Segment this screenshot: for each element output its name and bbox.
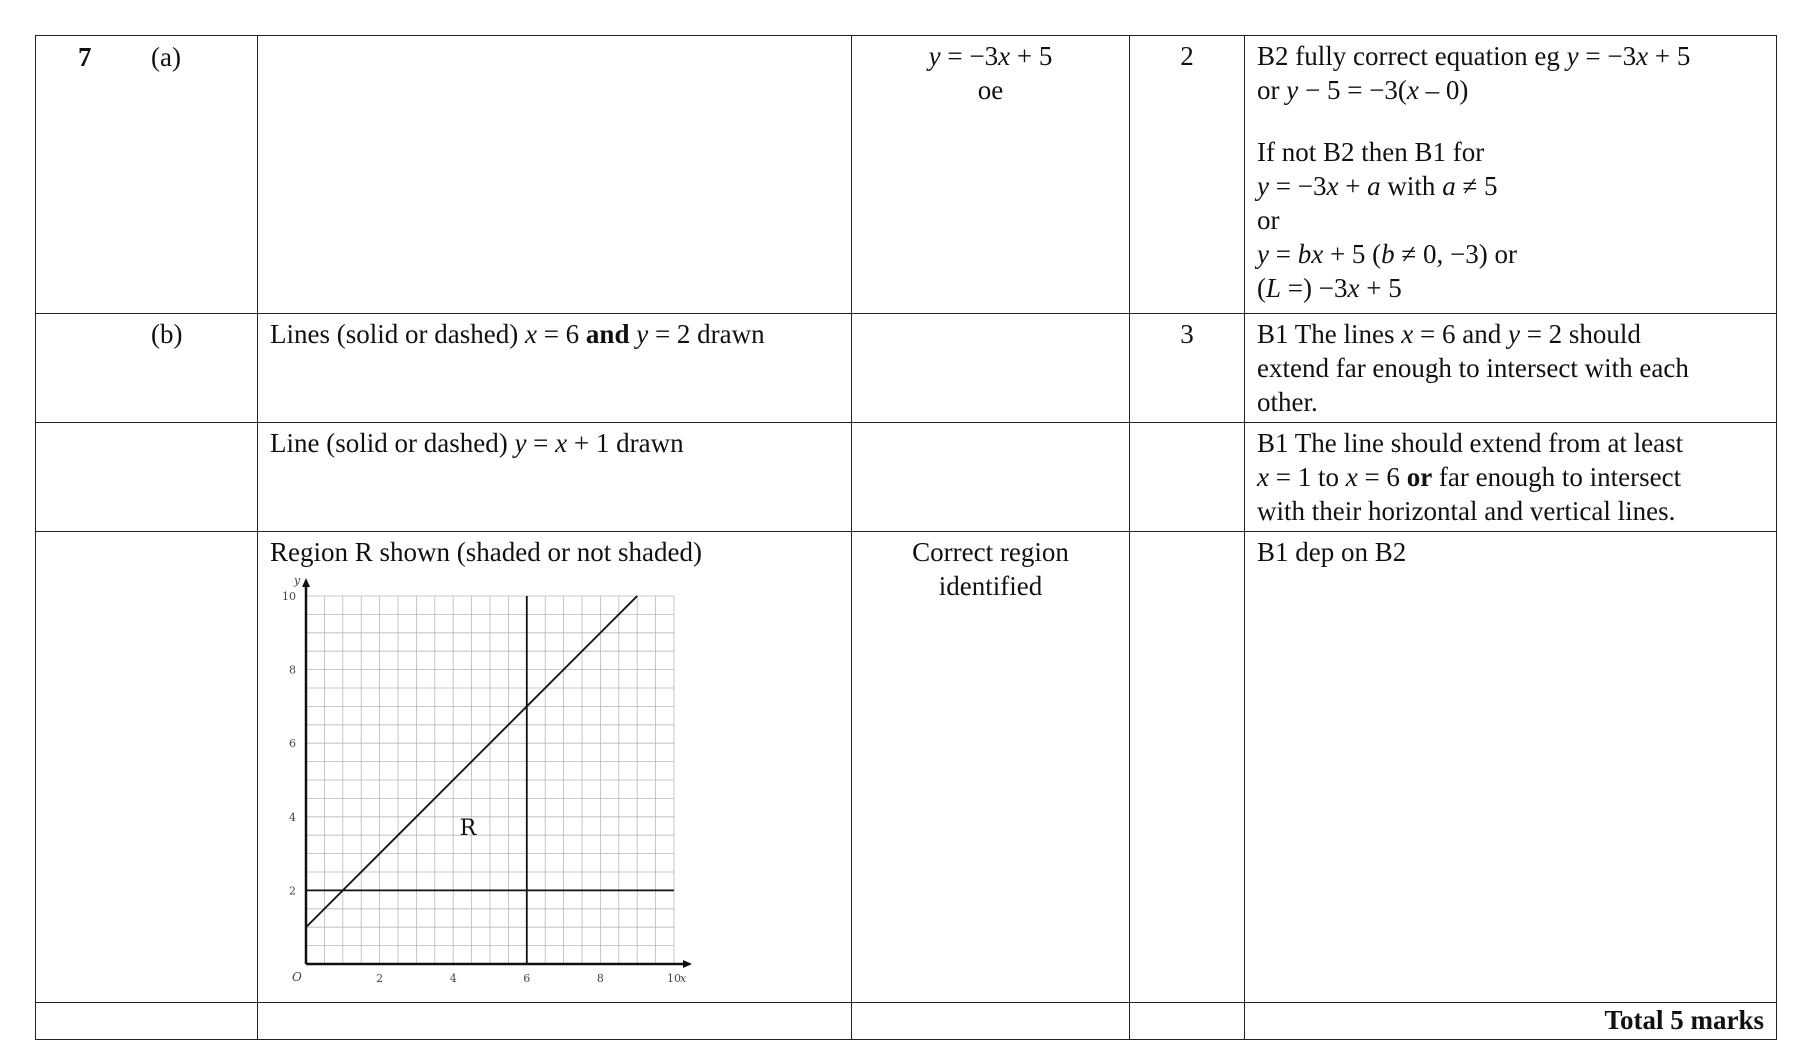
working-cell — [258, 423, 852, 532]
note-var: x — [1257, 462, 1269, 492]
note-text: or — [1257, 75, 1287, 105]
working-span: = 6 — [536, 319, 586, 349]
notes-line — [1257, 271, 1764, 305]
notes-line: or — [1257, 205, 1280, 235]
x-tick-label: 4 — [449, 972, 457, 985]
row-part-b-region — [36, 532, 1777, 1003]
answer-line: Correct region — [912, 537, 1069, 567]
notes-line: with their horizontal and vertical lines. — [1257, 496, 1676, 526]
notes-cell — [1245, 314, 1777, 423]
total-marks: Total 5 marks — [1604, 1005, 1764, 1035]
note-var: L — [1266, 273, 1282, 303]
x-tick-label: 8 — [596, 972, 604, 985]
x-tick-label: 2 — [376, 972, 384, 985]
note-text: = 2 should — [1519, 319, 1641, 349]
notes-line — [1257, 237, 1764, 271]
note-text: = −3 — [1268, 171, 1327, 201]
answer-cell — [852, 532, 1130, 1003]
x-axis-arrow — [683, 960, 692, 968]
question-cell — [36, 423, 258, 532]
note-text: = 1 to — [1268, 462, 1346, 492]
notes-line — [1257, 460, 1764, 494]
answer-oe: oe — [977, 75, 1004, 105]
working-span: = — [526, 428, 556, 458]
notes-line — [1257, 169, 1764, 203]
mark-value: 2 — [1180, 41, 1194, 71]
question-part-a: (a) — [151, 42, 181, 72]
row-part-b-lines — [36, 314, 1777, 423]
note-text: = 6 and — [1413, 319, 1508, 349]
total-cell — [1245, 1003, 1777, 1040]
x-tick-label: 6 — [523, 972, 531, 985]
note-text: + 5 — [1648, 41, 1691, 71]
row-part-a — [36, 36, 1777, 314]
question-part-b: (b) — [151, 319, 183, 349]
working-bold: and — [585, 319, 630, 349]
empty-cell — [852, 1003, 1130, 1040]
mark-cell — [1130, 36, 1245, 314]
note-var: b — [1381, 239, 1395, 269]
mark-scheme-table — [35, 35, 1777, 1040]
note-text: = 6 — [1357, 462, 1407, 492]
answer-text: = −3 — [940, 41, 999, 71]
notes-line: B1 dep on B2 — [1257, 537, 1407, 567]
y-axis-arrow — [302, 578, 310, 587]
note-text: far enough to intersect — [1432, 462, 1682, 492]
notes-line — [1257, 317, 1764, 351]
note-text: =) −3 — [1281, 273, 1348, 303]
working-text: Region R shown (shaded or not shaded) — [270, 537, 702, 567]
mark-cell — [1130, 532, 1245, 1003]
note-var: bx — [1297, 239, 1324, 269]
y-tick-label: 6 — [289, 737, 296, 751]
note-var: x — [1636, 41, 1649, 71]
y-axis-label: y — [294, 574, 301, 587]
mark-cell — [1130, 423, 1245, 532]
empty-cell — [1130, 1003, 1245, 1040]
note-var: a — [1367, 171, 1381, 201]
note-var: y — [1286, 75, 1299, 105]
answer-text: + 5 — [1010, 41, 1053, 71]
note-text: = — [1268, 239, 1298, 269]
notes-cell — [1245, 423, 1777, 532]
answer-cell — [852, 423, 1130, 532]
origin-label: O — [292, 970, 302, 984]
notes-line — [1257, 39, 1764, 73]
x-axis-label: x — [680, 972, 687, 985]
answer-cell — [852, 314, 1130, 423]
working-var: x — [524, 319, 537, 349]
notes-line: extend far enough to intersect with each — [1257, 353, 1689, 383]
working-span: = 2 drawn — [648, 319, 765, 349]
note-bold: or — [1406, 462, 1433, 492]
y-tick-label: 10 — [282, 590, 296, 603]
mark-value: 3 — [1180, 319, 1194, 349]
note-text: B2 fully correct equation eg — [1257, 41, 1567, 71]
notes-cell — [1245, 532, 1777, 1003]
working-var: y — [514, 428, 527, 458]
question-number: 7 — [78, 42, 92, 72]
working-cell — [258, 314, 852, 423]
notes-line — [1257, 73, 1764, 107]
question-cell — [36, 36, 258, 314]
notes-line: B1 The line should extend from at least — [1257, 428, 1684, 458]
working-var: x — [555, 428, 568, 458]
note-text: ( — [1257, 273, 1266, 303]
notes-cell — [1245, 36, 1777, 314]
note-text: − 5 = −3( — [1298, 75, 1407, 105]
note-text: with — [1380, 171, 1443, 201]
note-text: + 5 — [1359, 273, 1402, 303]
region-label: R — [459, 816, 477, 842]
row-total — [36, 1003, 1777, 1040]
working-span: + 1 drawn — [567, 428, 684, 458]
note-text: B1 The lines — [1257, 319, 1402, 349]
note-var: x — [1406, 75, 1419, 105]
y-tick-label: 2 — [289, 884, 296, 898]
note-var: y — [1507, 319, 1520, 349]
working-var: y — [636, 319, 649, 349]
question-cell — [36, 314, 258, 423]
question-cell — [36, 532, 258, 1003]
note-var: y — [1257, 239, 1269, 269]
mark-cell — [1130, 314, 1245, 423]
notes-line: other. — [1257, 387, 1318, 417]
working-cell — [258, 532, 852, 1003]
answer-equation — [864, 39, 1117, 73]
note-var: x — [1345, 462, 1358, 492]
notes-line: If not B2 then B1 for — [1257, 137, 1485, 167]
answer-var: y — [928, 41, 941, 71]
answer-line: identified — [938, 571, 1043, 601]
y-tick-label: 8 — [289, 663, 296, 677]
note-var: y — [1257, 171, 1269, 201]
empty-cell — [36, 1003, 258, 1040]
working-cell — [258, 36, 852, 314]
row-part-b-diagonal — [36, 423, 1777, 532]
note-var: x — [1347, 273, 1360, 303]
note-text: + — [1338, 171, 1368, 201]
region-graph — [266, 572, 696, 992]
note-var: x — [1326, 171, 1339, 201]
note-text: ≠ 0, −3) or — [1394, 239, 1517, 269]
note-text: – 0) — [1418, 75, 1469, 105]
answer-var: x — [998, 41, 1011, 71]
note-text: + 5 ( — [1323, 239, 1382, 269]
x-tick-label: 10 — [667, 972, 681, 985]
note-text: ≠ 5 — [1455, 171, 1498, 201]
working-span: Lines (solid or dashed) — [270, 319, 525, 349]
answer-cell — [852, 36, 1130, 314]
empty-cell — [258, 1003, 852, 1040]
note-text: = −3 — [1578, 41, 1637, 71]
note-var: y — [1566, 41, 1579, 71]
y-tick-label: 4 — [289, 810, 296, 824]
note-var: x — [1401, 319, 1414, 349]
working-span: Line (solid or dashed) — [270, 428, 515, 458]
working-text — [258, 314, 851, 354]
note-var: a — [1442, 171, 1456, 201]
working-text — [258, 423, 851, 463]
